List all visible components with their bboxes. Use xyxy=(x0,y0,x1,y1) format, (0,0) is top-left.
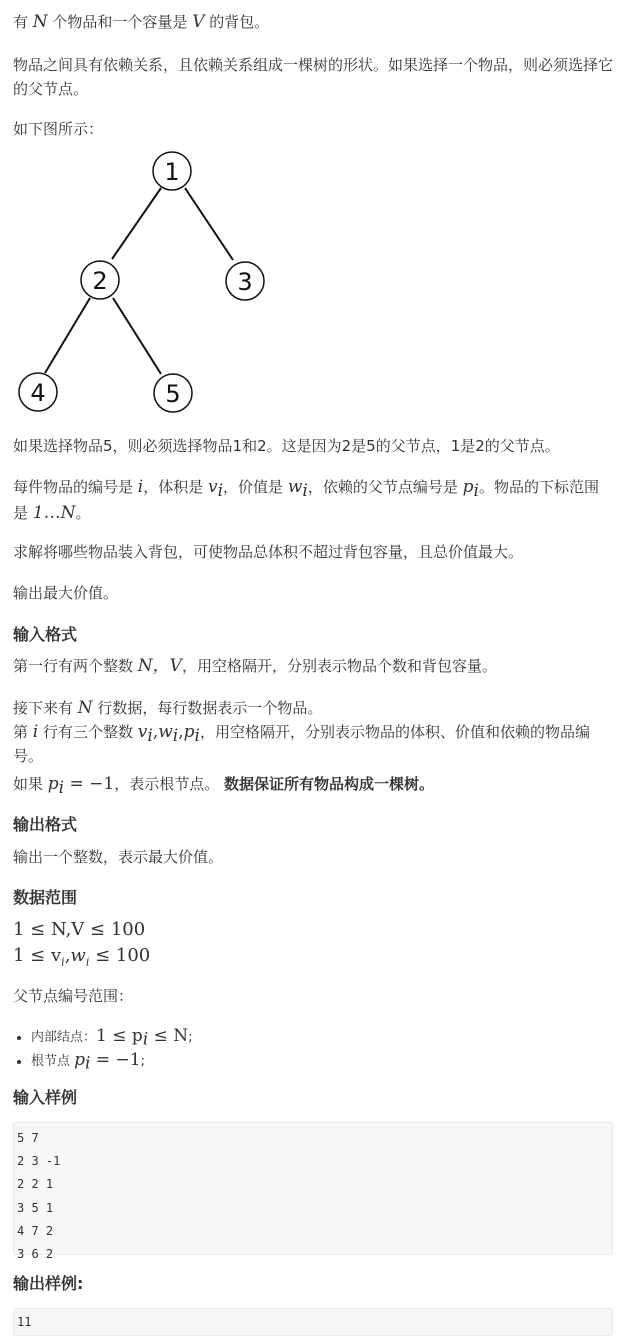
sample-input-line: 2 2 1 xyxy=(17,1177,54,1192)
parent-range-list xyxy=(13,1025,611,1073)
tree-node-label-2: 2 xyxy=(92,267,108,295)
data-range-heading: 数据范围 xyxy=(13,888,78,907)
intro-paragraph-1: 有 N 个物品和一个容量是 V 的背包。 xyxy=(13,12,270,32)
input-format-line-1: 第一行有两个整数 N，V，用空格隔开，分别表示物品个数和背包容量。 xyxy=(13,656,497,676)
tree-edge-2-5 xyxy=(113,298,161,374)
intro-paragraph-2: 物品之间具有依赖关系，且依赖关系组成一棵树的形状。如果选择一个物品，则必须选择它的父节点。 xyxy=(13,56,614,98)
tree-edge-1-2 xyxy=(112,188,161,259)
intro-paragraph-7: 输出最大价值。 xyxy=(13,584,119,602)
sample-input-line: 3 6 2 xyxy=(17,1246,54,1261)
intro-paragraph-3: 如下图所示： xyxy=(13,120,104,138)
data-range-line-2: $1 \le v_i,w_i \le 100$ xyxy=(13,945,151,969)
sample-input-heading: 输入样例 xyxy=(13,1088,78,1107)
sample-output-heading: 输出样例: xyxy=(13,1274,84,1293)
tree-node-label-3: 3 xyxy=(237,268,253,296)
dependency-tree-diagram xyxy=(0,140,300,420)
output-format-text: 输出一个整数，表示最大价值。 xyxy=(13,848,224,866)
data-range-line-1: 1 ≤ N,V ≤ 100 xyxy=(13,919,146,940)
sample-output-line: 11 xyxy=(17,1315,32,1329)
output-format-heading: 输出格式 xyxy=(13,815,78,834)
intro-paragraph-6: 求解将哪些物品装入背包，可使物品总体积不超过背包容量，且总价值最大。 xyxy=(13,543,524,561)
tree-edge-1-3 xyxy=(185,188,233,260)
input-format-line-4: 如果 $p_i = -1$，表示根节点。 数据保证所有物品构成一棵树。 xyxy=(13,774,435,798)
parent-range-item-internal: • 内部结点：$1 \le p_i \le N$; xyxy=(31,1025,611,1049)
tree-node-label-5: 5 xyxy=(165,380,181,408)
tree-node-label-4: 4 xyxy=(30,379,46,407)
intro-paragraph-5: 每件物品的编号是 i，体积是 $v_i$，价值是 $w_i$，依赖的父节点编号是 $p_i$。物品的下标范围是 1…N。 xyxy=(13,477,599,523)
sample-input-line: 2 3 -1 xyxy=(17,1154,61,1169)
input-format-line-3: 第 i 行有三个整数 $v_i,w_i,p_i$，用空格隔开，分别表示物品的体积、价值和依赖的物品编号。 xyxy=(13,722,590,765)
tree-node-label-1: 1 xyxy=(164,158,180,186)
sample-input-code-block[interactable] xyxy=(13,1122,613,1261)
sample-output-code-block[interactable] xyxy=(13,1308,613,1336)
sample-input-line: 3 5 1 xyxy=(17,1200,54,1215)
sample-input-line: 5 7 xyxy=(17,1131,39,1145)
tree-edge-2-4 xyxy=(45,298,90,373)
parent-range-label: 父节点编号范围： xyxy=(13,987,134,1005)
parent-range-item-root: • 根节点 $p_i = -1$; xyxy=(31,1049,611,1073)
input-format-heading: 输入格式 xyxy=(13,625,78,644)
intro-paragraph-4: 如果选择物品5，则必须选择物品1和2。这是因为2是5的父节点，1是2的父节点。 xyxy=(13,437,560,455)
sample-input-line: 4 7 2 xyxy=(17,1223,54,1238)
input-format-line-2: 接下来有 N 行数据，每行数据表示一个物品。 xyxy=(13,698,323,718)
